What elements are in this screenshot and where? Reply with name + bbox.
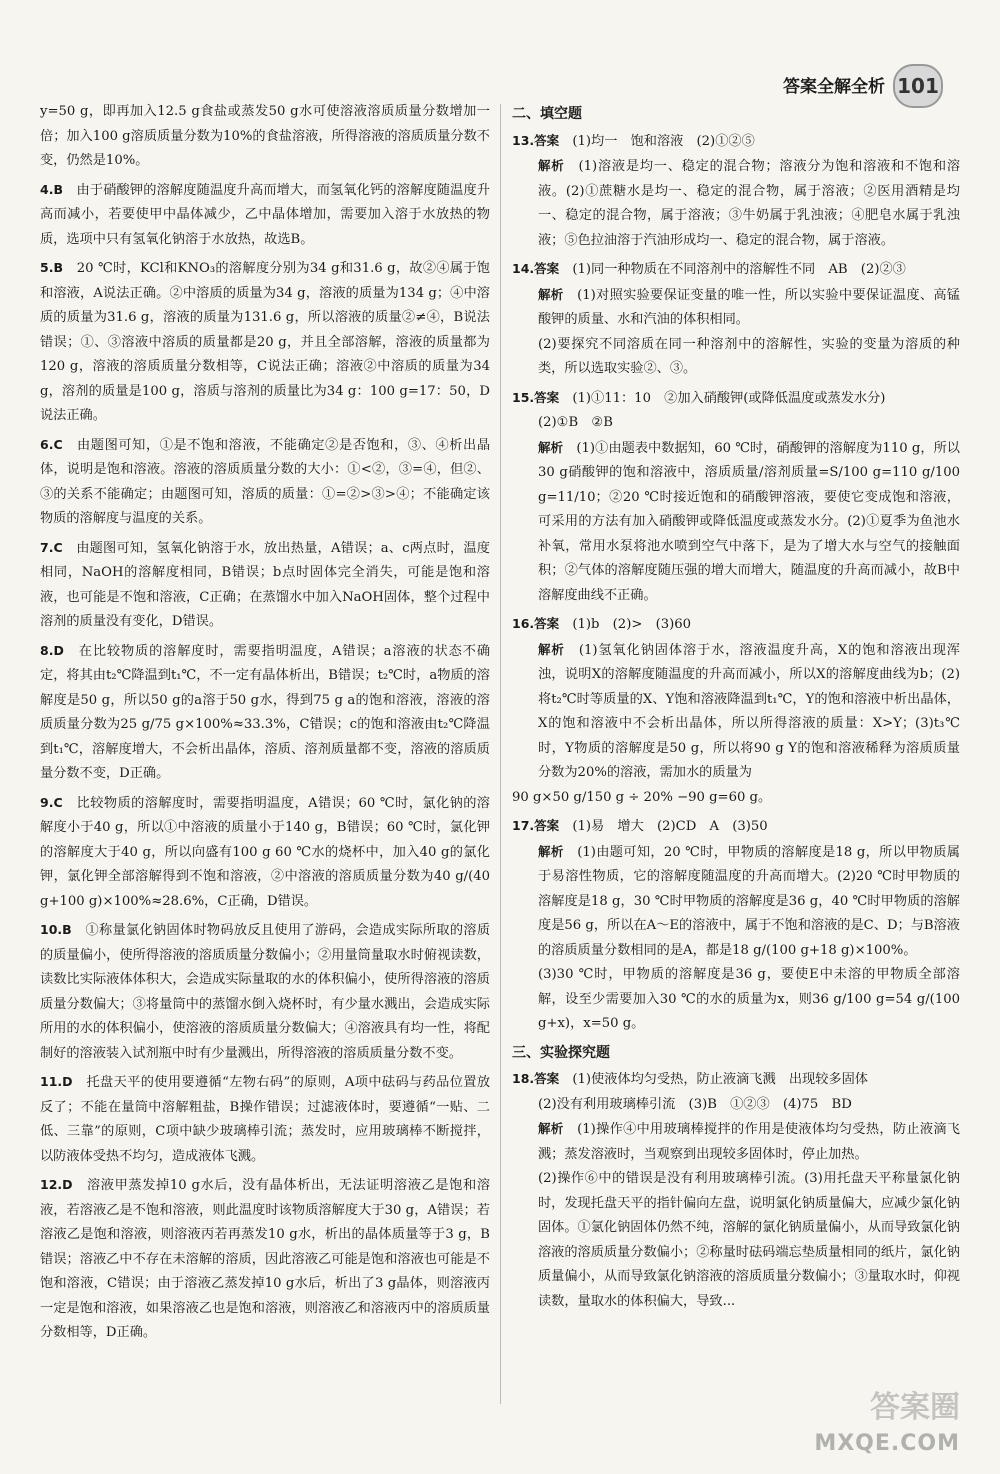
analysis-text: (1)①由题表中数据知，60 ℃时，硝酸钾的溶解度为110 g，所以30 g硝酸钾的饱和溶液中，溶质质量/溶剂质量=S/100 g=110 g/100 g=11/10；②20 ℃时接近饱和的硝酸钾溶液，要使它变成饱和溶液，可采用的方法有加入硝酸钾或降低温度或蒸发水分。(2)①夏季为鱼池水补氧，常用水泵将池水喷到空气中落下，是为了增大水与空气的接触面积；②气体的溶解度随压强的增大而增大，随温度的升高而减小，故B中溶解度曲线不正确。 xyxy=(538,440,960,603)
analysis-label: 解析 xyxy=(538,158,565,173)
column-divider xyxy=(500,104,501,1404)
continued-paragraph: y=50 g，即再加入12.5 g食盐或蒸发50 g水可使溶液溶质质量分数增加一倍；加入100 g溶质质量分数为10%的食盐溶液，所得溶液的溶质质量分数不变，仍然是10%。 xyxy=(40,104,490,168)
answer-item-9 xyxy=(40,791,490,915)
item-number: 12.D xyxy=(40,1177,73,1192)
answer-item-8 xyxy=(40,639,490,787)
page-number: 101 xyxy=(893,64,943,108)
answer-label: 17.答案 xyxy=(512,818,560,833)
item-number: 6.C xyxy=(40,436,63,452)
answer-item-4 xyxy=(40,178,490,253)
analysis-text-2: (2)要探究不同溶质在同一种溶剂中的溶解性，实验的变量为溶质的种类，所以选取实验②、③。 xyxy=(538,336,960,376)
analysis-text: (1)氢氧化钠固体溶于水，溶液温度升高，X的饱和溶液出现浑浊，说明X的溶解度随温度的升高而减小，所以X的溶解度曲线为b；(2)将t₂℃时等质量的X、Y饱和溶液降温到t₁℃，Y的饱和溶液中析出晶体，X的饱和溶液中不会析出晶体，所以所得溶液的质量：X>Y；(3)t₃℃时，Y物质的溶解度是50 g，所以将90 g Y的饱和溶液稀释为溶质质量分数为20%的溶液，需加水的质量为 xyxy=(538,642,960,780)
answer-item-15 xyxy=(512,386,960,609)
analysis-text: (1)溶液是均一、稳定的混合物；溶液分为饱和溶液和不饱和溶液。(2)①蔗糖水是均一、稳定的混合物，属于溶液；②医用酒精是均一、稳定的混合物，属于溶液；③牛奶属于乳浊液；④肥皂水属于乳浊液；⑤色拉油溶于汽油形成均一、稳定的混合物，属于溶液。 xyxy=(538,159,961,248)
answer-item-18 xyxy=(512,1067,960,1314)
answer-label: 15.答案 xyxy=(512,389,560,405)
item-number: 5.B xyxy=(40,260,63,275)
item-text: 20 ℃时，KCl和KNO₃的溶解度分别为34 g和31.6 g，故②④属于饱和溶液，A说法正确。②中溶质的质量为34 g，溶液的质量为134 g；④中溶质的质量为31.6 g，溶液的质量为131.6 g，所以溶液的质量②≠④，B说法错误；①、③溶液中溶质的质量都是20 g，并且全部溶解，溶液的质量都为120 g，溶液的溶质质量分数相等，C说法正确；溶液②中溶质的质量为34 g，溶剂的质量是100 g，溶质与溶剂的质量比为34 g：100 g=17：50，D说法正确。 xyxy=(40,261,490,423)
watermark-logo: 答案圈 xyxy=(870,1390,960,1425)
answer-item-13 xyxy=(512,129,960,254)
item-text: ①称量氯化钠固体时物码放反且使用了游码，会造成实际所取的溶质的质量偏小，使所得溶液的溶质质量分数偏小；②用量筒量取水时俯视读数，读数比实际液体体积大，会造成实际量取的水的体积偏小，使所得溶液的溶质质量分数偏大；③将量筒中的蒸馏水倒入烧杯时，有少量水溅出，会造成实际所用的水的体积偏小，使溶液的溶质质量分数偏大；④溶液具有均一性，将配制好的溶液装入试剂瓶中时有少量溅出，所得溶液的溶质质量分数不变。 xyxy=(40,923,491,1061)
answer-item-10 xyxy=(40,918,490,1066)
answer-item-11 xyxy=(40,1070,490,1169)
item-number: 4.B xyxy=(40,181,63,197)
answer-text-2: (2)①B ②B xyxy=(538,415,613,430)
analysis-label: 解析 xyxy=(538,1121,564,1136)
answer-item-7 xyxy=(40,536,490,635)
answer-item-17 xyxy=(512,814,960,1037)
item-text: 由于硝酸钾的溶解度随温度升高而增大，而氢氧化钙的溶解度随温度升高而减小，若要使甲中晶体减少，乙中晶体增加，需要加入溶于水放热的物质，选项中只有氢氧化钠溶于水放热，故选B。 xyxy=(40,182,491,247)
analysis-text-2: (3)30 ℃时，甲物质的溶解度是36 g，要使E中未溶的甲物质全部溶解，设至少需要加入30 ℃的水的质量为x，则36 g/100 g=54 g/(100 g+x)，x=50 g。 xyxy=(538,967,960,1031)
analysis-label: 解析 xyxy=(538,641,565,657)
section-title-fill-blank: 二、填空题 xyxy=(512,106,582,122)
answer-item-16 xyxy=(512,612,960,810)
item-text: 由题图可知，①是不饱和溶液，不能确定②是否饱和，③、④析出晶体，说明是饱和溶液。溶液的溶质质量分数的大小：①<②，③=④，但②、③的关系不能确定；由题图可知，溶质的质量：①=②>③>④；不能确定该物质的溶解度与温度的关系。 xyxy=(40,437,491,526)
item-text: 溶液甲蒸发掉10 g水后，没有晶体析出，无法证明溶液乙是饱和溶液，若溶液乙是不饱和溶液，则此温度时该物质溶解度大于30 g，A错误；若溶液乙是饱和溶液，则溶液丙若再蒸发10 g水，析出的晶体质量等于3 g，B错误；溶液乙中不存在未溶解的溶质，因此溶液乙可能是饱和溶液也可能是不饱和溶液，C错误；由于溶液乙蒸发掉10 g水后，析出了3 g晶体，则溶液丙一定是饱和溶液，如果溶液乙也是饱和溶液，则溶液乙和溶液丙中的溶质质量分数相等，D正确。 xyxy=(40,1178,491,1340)
item-text: 托盘天平的使用要遵循“左物右码”的原则，A项中砝码与药品位置放反了；不能在量筒中溶解粗盐，B操作错误；过滤液体时，要遵循“一贴、二低、三靠”的原则，C项中缺少玻璃棒引流；蒸发时，应用玻璃棒不断搅拌，以防液体受热不均匀，造成液体飞溅。 xyxy=(40,1075,491,1164)
answer-text: (1)均一 饱和溶液 (2)①②⑤ xyxy=(572,133,755,149)
answer-text: (1)b (2)> (3)60 xyxy=(572,617,692,632)
answer-label: 14.答案 xyxy=(512,261,560,276)
answer-text: (1)易 增大 (2)CD A (3)50 xyxy=(572,819,768,834)
analysis-label: 解析 xyxy=(538,286,564,302)
item-text: 在比较物质的溶解度时，需要指明温度，A错误；a溶液的状态不确定，将其由t₂℃降温到t₁℃，不一定有晶体析出，B错误；t₂℃时，a物质的溶解度是50 g，所以50 g的a溶于50 g水，得到75 g a的饱和溶液，溶液的溶质质量分数为25 g/75 g×100%≈33.3%，C错误；c的饱和溶液由t₂℃降温到t₁℃，溶解度增大，不会析出晶体，溶质、溶剂质量都不变，溶液的溶质质量分数不变，D正确。 xyxy=(40,643,491,781)
analysis-text-2: (2)操作⑥中的错误是没有利用玻璃棒引流。(3)用托盘天平称量氯化钠时，发现托盘天平的指针偏向左盘，说明氯化钠质量偏大，应减少氯化钠固体。①氯化钠固体仍然不纯，溶解的氯化钠质量偏小，从而导致氯化钠溶液的溶质质量分数偏小；②称量时砝码端忘垫质量相同的纸片，氯化钠质量偏小，从而导致氯化钠溶液的溶质质量分数偏小；③量取水时，仰视读数，量取水的体积偏大，导致... xyxy=(538,1171,960,1309)
answer-text-2: (2)没有利用玻璃棒引流 (3)B ①②③ (4)75 BD xyxy=(538,1096,852,1112)
analysis-text: (1)操作④中用玻璃棒搅拌的作用是使液体均匀受热，防止液滴飞溅；蒸发溶液时，当观察到出现较多固体时，停止加热。 xyxy=(538,1122,960,1162)
item-number: 7.C xyxy=(40,539,63,555)
item-number: 8.D xyxy=(40,642,64,658)
answer-label: 18.答案 xyxy=(512,1071,560,1086)
answer-item-6 xyxy=(40,433,490,532)
item-number: 9.C xyxy=(40,794,63,810)
item-text: 比较物质的溶解度时，需要指明温度，A错误；60 ℃时，氯化钠的溶解度小于40 g，所以①中溶液的质量小于140 g，B错误；60 ℃时，氯化钾的溶解度大于40 g，所以向盛有100 g 60 ℃水的烧杯中，加入40 g的氯化钾，氯化钾全部溶解得到不饱和溶液，②中溶液的溶质质量分数为40 g/(40 g+100 g)×100%≈28.6%，C正确，D错误。 xyxy=(40,795,490,909)
right-column xyxy=(512,100,960,1318)
section-title-experiment: 三、实验探究题 xyxy=(512,1044,610,1061)
analysis-label: 解析 xyxy=(538,843,564,859)
item-text: 由题图可知，氢氧化钠溶于水，放出热量，A错误；a、c两点时，温度相同，NaOH的溶解度相同，B错误；b点时固体完全消失，可能是饱和溶液，也可能是不饱和溶液，C正确；在蒸馏水中加入NaOH固体，整个过程中溶剂的质量没有变化，D错误。 xyxy=(40,540,490,629)
analysis-label: 解析 xyxy=(538,439,564,455)
answer-label: 16.答案 xyxy=(512,616,560,631)
answer-item-14 xyxy=(512,257,960,382)
answer-text: (1)使液体均匀受热，防止液滴飞溅 出现较多固体 xyxy=(572,1072,868,1087)
watermark-url: MXQE.COM xyxy=(814,1431,960,1456)
analysis-text: (1)由题可知，20 ℃时，甲物质的溶解度是18 g，所以甲物质属于易溶性物质，它的溶解度随温度的升高而增大。(2)20 ℃时甲物质的溶解度是18 g，30 ℃时甲物质的溶解度是36 g，40 ℃时甲物质的溶解度是56 g，所以在A～E的溶液中，属于不饱和溶液的是C、D；与B溶液的溶质质量分数相同的是A，都是18 g/(100 g+18 g)×100%。 xyxy=(538,844,960,958)
item-number: 11.D xyxy=(40,1074,73,1089)
answer-text: (1)①11：10 ②加入硝酸钾(或降低温度或蒸发水分) xyxy=(572,390,886,406)
item-number: 10.B xyxy=(40,922,72,937)
answer-item-12 xyxy=(40,1173,490,1346)
header-title: 答案全解全析 xyxy=(783,77,885,97)
answer-text: (1)同一种物质在不同溶剂中的溶解性不同 AB (2)②③ xyxy=(572,262,906,277)
answer-label: 13.答案 xyxy=(512,132,560,148)
answer-item-5 xyxy=(40,256,490,429)
analysis-text: (1)对照实验要保证变量的唯一性，所以实验中要保证温度、高锰酸钾的质量、水和汽油的体积相同。 xyxy=(538,287,960,327)
formula: 90 g×50 g/150 g ÷ 20% −90 g=60 g。 xyxy=(512,789,772,805)
left-column xyxy=(40,100,490,1350)
